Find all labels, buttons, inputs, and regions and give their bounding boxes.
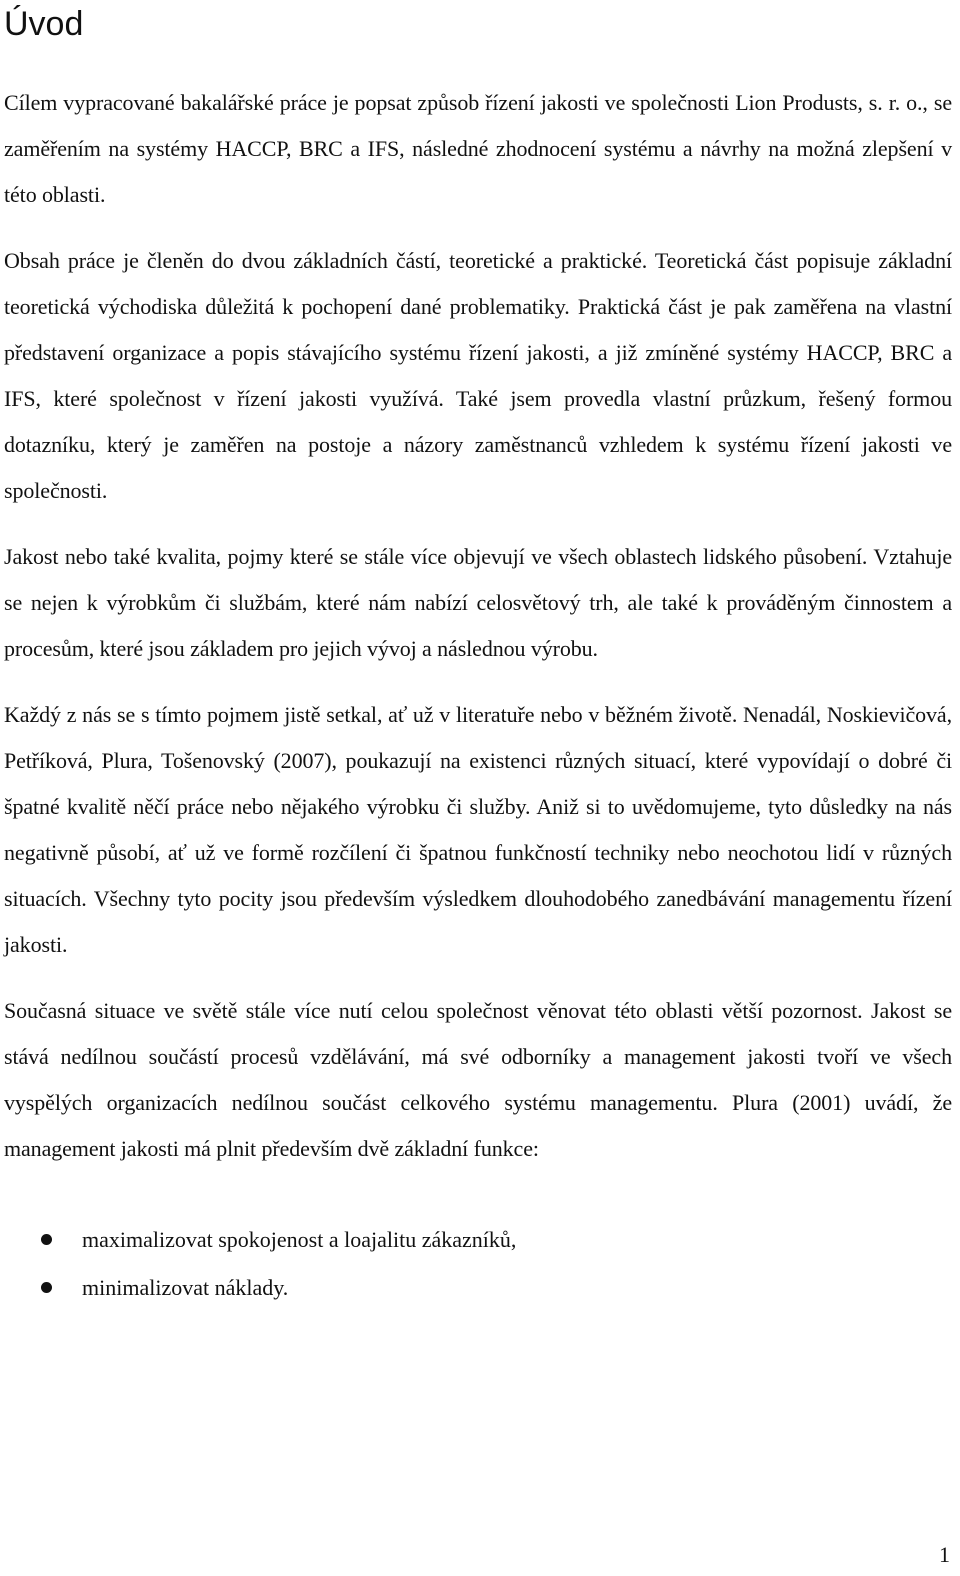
paragraph-intro: Cílem vypracované bakalářské práce je popsat způsob řízení jakosti ve společnosti Lion Produsts, s. r. o., se zaměřením na systémy HACCP, BRC a IFS, následné zhodnocení systému a návrhy na možná zlepšení v této oblasti. bbox=[4, 90, 952, 207]
paragraph-quality-definition: Jakost nebo také kvalita, pojmy které se stále více objevují ve všech oblastech lidského působení. Vztahuje se nejen k výrobkům či službám, které nám nabízí celosvětový trh, ale také k prováděným činnostem a procesům, které jsou základem pro jejich vývoj a následnou výrobu. bbox=[4, 544, 952, 661]
paragraph-current-situation: Současná situace ve světě stále více nutí celou společnost věnovat této oblasti větší pozornost. Jakost se stává nedílnou součástí procesů vzdělávání, má své odborníky a management jakosti tvoří ve všech vyspělých organizacích nedílnou součást celkového systému managementu. Plura (2001) uvádí, že management jakosti má plnit především dvě základní funkce: bbox=[4, 998, 952, 1161]
list-item bbox=[4, 1264, 952, 1312]
list-item-text: maximalizovat spokojenost a loajalitu zákazníků, bbox=[82, 1227, 517, 1252]
bullet-icon bbox=[41, 1282, 52, 1293]
document-page bbox=[4, 0, 952, 1312]
list-item-text: minimalizovat náklady. bbox=[82, 1275, 289, 1300]
page-number: 1 bbox=[939, 1542, 950, 1567]
list-item bbox=[4, 1216, 952, 1264]
chapter-heading: Úvod bbox=[4, 5, 84, 43]
paragraph-structure: Obsah práce je členěn do dvou základních částí, teoretické a praktické. Teoretická část popisuje základní teoretická východiska důležitá k pochopení dané problematiky. Praktická část je pak zaměřena na vlastní představení organizace a popis stávajícího systému řízení jakosti, a již zmíněné systémy HACCP, BRC a IFS, které společnost v řízení jakosti využívá. Také jsem provedla vlastní průzkum, řešený formou dotazníku, který je zaměřen na postoje a názory zaměstnanců vzhledem k systému řízení jakosti ve společnosti. bbox=[4, 248, 952, 503]
paragraph-quality-experience: Každý z nás se s tímto pojmem jistě setkal, ať už v literatuře nebo v běžném životě. Nenadál, Noskievičová, Petříková, Plura, Tošenovský (2007), poukazují na existenci různých situací, které vypovídají o dobré či špatné kvalitě něčí práce nebo nějakého výrobku či služby. Aniž si to uvědomujeme, tyto důsledky na nás negativně působí, ať už ve formě rozčílení či špatnou funkčností techniky nebo neochotou lidí v různých situacích. Všechny tyto pocity jsou především výsledkem dlouhodobého zanedbávání managementu řízení jakosti. bbox=[4, 702, 952, 957]
functions-list bbox=[4, 1216, 952, 1312]
bullet-icon bbox=[41, 1234, 52, 1245]
